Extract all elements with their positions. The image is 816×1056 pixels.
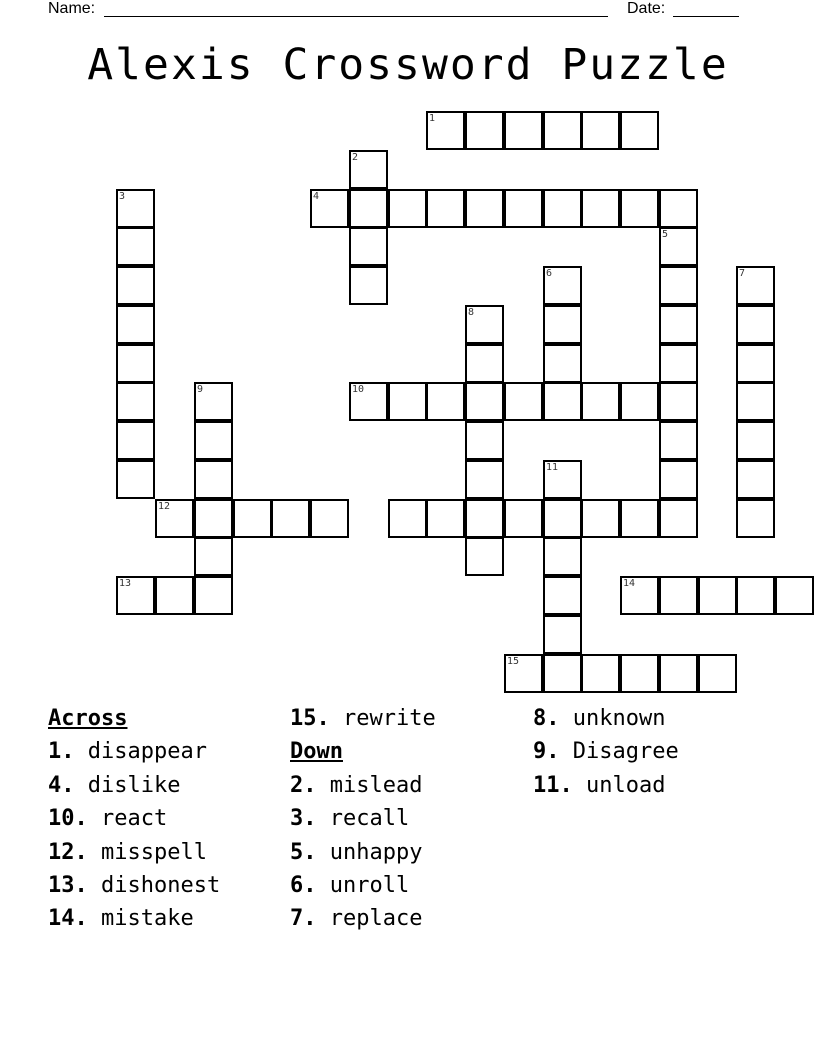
clue-text: Disagree <box>572 739 679 765</box>
crossword-cell[interactable] <box>271 499 310 538</box>
crossword-cell[interactable] <box>504 382 543 421</box>
crossword-cell[interactable] <box>194 499 233 538</box>
crossword-cell[interactable] <box>698 576 737 615</box>
crossword-cell[interactable] <box>465 305 504 344</box>
crossword-cell[interactable] <box>426 111 465 150</box>
crossword-cell[interactable] <box>736 421 775 460</box>
crossword-cell[interactable] <box>465 111 504 150</box>
crossword-cell[interactable] <box>543 654 582 693</box>
crossword-cell[interactable] <box>620 189 659 228</box>
clue-across-4 <box>48 771 220 804</box>
clue-number-label: 5 <box>662 229 669 240</box>
crossword-cell[interactable] <box>736 266 775 305</box>
clue-down-2 <box>290 771 436 804</box>
crossword-cell[interactable] <box>736 382 775 421</box>
crossword-cell[interactable] <box>543 111 582 150</box>
clue-column-3 <box>533 704 679 804</box>
crossword-cell[interactable] <box>116 227 155 266</box>
clue-text: unknown <box>572 706 666 731</box>
crossword-cell[interactable] <box>194 382 233 421</box>
crossword-cell[interactable] <box>543 382 582 421</box>
clue-down-11 <box>533 771 679 804</box>
crossword-cell[interactable] <box>465 189 504 228</box>
clue-number-label: 1 <box>429 113 436 124</box>
clue-text: disappear <box>87 739 207 765</box>
clue-text: misspell <box>101 839 207 865</box>
crossword-cell[interactable] <box>543 344 582 383</box>
clue-number-label: 9 <box>197 384 204 395</box>
crossword-cell[interactable] <box>581 499 620 538</box>
clue-across-15 <box>290 704 436 737</box>
crossword-cell[interactable] <box>465 344 504 383</box>
crossword-cell[interactable] <box>659 344 698 383</box>
crossword-cell[interactable] <box>659 227 698 266</box>
clue-number-label: 2 <box>352 152 359 163</box>
crossword-cell[interactable] <box>194 421 233 460</box>
clue-number-label: 12 <box>158 501 171 512</box>
crossword-cell[interactable] <box>310 189 349 228</box>
page-title: Alexis Crossword Puzzle <box>87 40 729 90</box>
crossword-cell[interactable] <box>581 111 620 150</box>
crossword-cell[interactable] <box>698 654 737 693</box>
crossword-cell[interactable] <box>659 189 698 228</box>
clue-number: 10. <box>48 806 88 832</box>
crossword-cell[interactable] <box>543 576 582 615</box>
clue-number: 3. <box>290 806 317 832</box>
across-heading: Across <box>48 706 128 731</box>
crossword-cell[interactable] <box>659 305 698 344</box>
crossword-cell[interactable] <box>465 382 504 421</box>
crossword-cell[interactable] <box>543 305 582 344</box>
crossword-cell[interactable] <box>465 460 504 499</box>
crossword-cell[interactable] <box>543 266 582 305</box>
crossword-cell[interactable] <box>504 654 543 693</box>
clue-number: 11. <box>533 772 573 798</box>
crossword-cell[interactable] <box>543 537 582 576</box>
clue-number: 7. <box>290 906 317 932</box>
crossword-cell[interactable] <box>736 576 775 615</box>
crossword-cell[interactable] <box>581 654 620 693</box>
crossword-cell[interactable] <box>194 576 233 615</box>
clue-column-1 <box>48 704 220 938</box>
crossword-cell[interactable] <box>426 382 465 421</box>
crossword-cell[interactable] <box>581 382 620 421</box>
crossword-cell[interactable] <box>659 460 698 499</box>
crossword-cell[interactable] <box>543 499 582 538</box>
crossword-cell[interactable] <box>388 382 427 421</box>
crossword-cell[interactable] <box>349 266 388 305</box>
crossword-cell[interactable] <box>116 189 155 228</box>
crossword-cell[interactable] <box>310 499 349 538</box>
crossword-cell[interactable] <box>659 654 698 693</box>
clue-number-label: 3 <box>119 191 126 202</box>
crossword-cell[interactable] <box>620 499 659 538</box>
clue-down-9 <box>533 737 679 770</box>
clue-across-10 <box>48 804 220 837</box>
crossword-cell[interactable] <box>349 189 388 228</box>
clue-number: 9. <box>533 739 560 765</box>
crossword-cell[interactable] <box>736 305 775 344</box>
crossword-cell[interactable] <box>388 499 427 538</box>
crossword-cell[interactable] <box>465 537 504 576</box>
down-heading: Down <box>290 739 343 765</box>
crossword-cell[interactable] <box>116 266 155 305</box>
crossword-cell[interactable] <box>620 382 659 421</box>
crossword-cell[interactable] <box>543 189 582 228</box>
crossword-cell[interactable] <box>543 615 582 654</box>
crossword-cell[interactable] <box>504 499 543 538</box>
crossword-cell[interactable] <box>659 576 698 615</box>
clue-across-13 <box>48 871 220 904</box>
clue-text: unload <box>586 772 666 798</box>
crossword-cell[interactable] <box>116 382 155 421</box>
clue-down-5 <box>290 838 436 871</box>
crossword-cell[interactable] <box>465 499 504 538</box>
clue-across-12 <box>48 838 220 871</box>
crossword-cell[interactable] <box>155 499 194 538</box>
crossword-cell[interactable] <box>504 111 543 150</box>
clue-text: replace <box>329 906 423 932</box>
clue-across-14 <box>48 904 220 937</box>
clue-number: 5. <box>290 839 317 865</box>
crossword-cell[interactable] <box>620 654 659 693</box>
crossword-cell[interactable] <box>349 150 388 189</box>
crossword-cell[interactable] <box>194 460 233 499</box>
clue-number-label: 7 <box>739 268 746 279</box>
clue-text: mistake <box>101 906 194 932</box>
clue-number: 15. <box>290 706 330 731</box>
clue-text: mislead <box>329 772 423 798</box>
clue-text: dislike <box>87 772 181 798</box>
clue-across-1 <box>48 737 220 770</box>
clue-number: 6. <box>290 872 317 898</box>
crossword-cell[interactable] <box>116 576 155 615</box>
clue-number: 4. <box>48 772 75 798</box>
clue-number: 13. <box>48 872 88 898</box>
clue-down-7 <box>290 904 436 937</box>
clue-down-8 <box>533 704 679 737</box>
clue-number: 8. <box>533 706 560 731</box>
clue-number: 12. <box>48 839 88 865</box>
crossword-cell[interactable] <box>659 421 698 460</box>
date-label: Date: <box>627 0 666 17</box>
crossword-cell[interactable] <box>581 189 620 228</box>
clue-number: 2. <box>290 772 317 798</box>
crossword-cell[interactable] <box>349 227 388 266</box>
clue-text: rewrite <box>343 706 436 731</box>
clue-text: react <box>101 806 168 832</box>
clue-down-3 <box>290 804 436 837</box>
crossword-cell[interactable] <box>349 382 388 421</box>
clue-number-label: 15 <box>507 656 520 667</box>
clue-number-label: 11 <box>546 462 559 473</box>
crossword-cell[interactable] <box>736 499 775 538</box>
clue-text: unhappy <box>329 839 423 865</box>
crossword-cell[interactable] <box>233 499 272 538</box>
crossword-cell[interactable] <box>426 189 465 228</box>
clue-text: dishonest <box>101 872 221 898</box>
crossword-cell[interactable] <box>116 460 155 499</box>
crossword-cell[interactable] <box>155 576 194 615</box>
crossword-cell[interactable] <box>775 576 814 615</box>
crossword-cell[interactable] <box>736 344 775 383</box>
clue-down-6 <box>290 871 436 904</box>
crossword-cell[interactable] <box>465 421 504 460</box>
clue-number-label: 13 <box>119 578 132 589</box>
crossword-cell[interactable] <box>659 499 698 538</box>
crossword-cell[interactable] <box>620 576 659 615</box>
clue-number-label: 10 <box>352 384 365 395</box>
crossword-cell[interactable] <box>736 460 775 499</box>
clue-number-label: 4 <box>313 191 320 202</box>
crossword-cell[interactable] <box>620 111 659 150</box>
crossword-cell[interactable] <box>659 382 698 421</box>
crossword-cell[interactable] <box>543 460 582 499</box>
crossword-cell[interactable] <box>504 189 543 228</box>
clue-number: 1. <box>48 739 75 765</box>
crossword-cell[interactable] <box>426 499 465 538</box>
clue-number-label: 8 <box>468 307 475 318</box>
crossword-cell[interactable] <box>116 344 155 383</box>
clue-number-label: 6 <box>546 268 553 279</box>
clue-number: 14. <box>48 906 88 932</box>
clue-column-2 <box>290 704 436 938</box>
crossword-cell[interactable] <box>116 421 155 460</box>
crossword-cell[interactable] <box>659 266 698 305</box>
clue-number-label: 14 <box>623 578 636 589</box>
crossword-cell[interactable] <box>116 305 155 344</box>
clue-text: recall <box>329 806 410 832</box>
crossword-cell[interactable] <box>194 537 233 576</box>
name-label: Name: <box>48 0 96 17</box>
crossword-cell[interactable] <box>388 189 427 228</box>
clue-text: unroll <box>329 872 410 898</box>
